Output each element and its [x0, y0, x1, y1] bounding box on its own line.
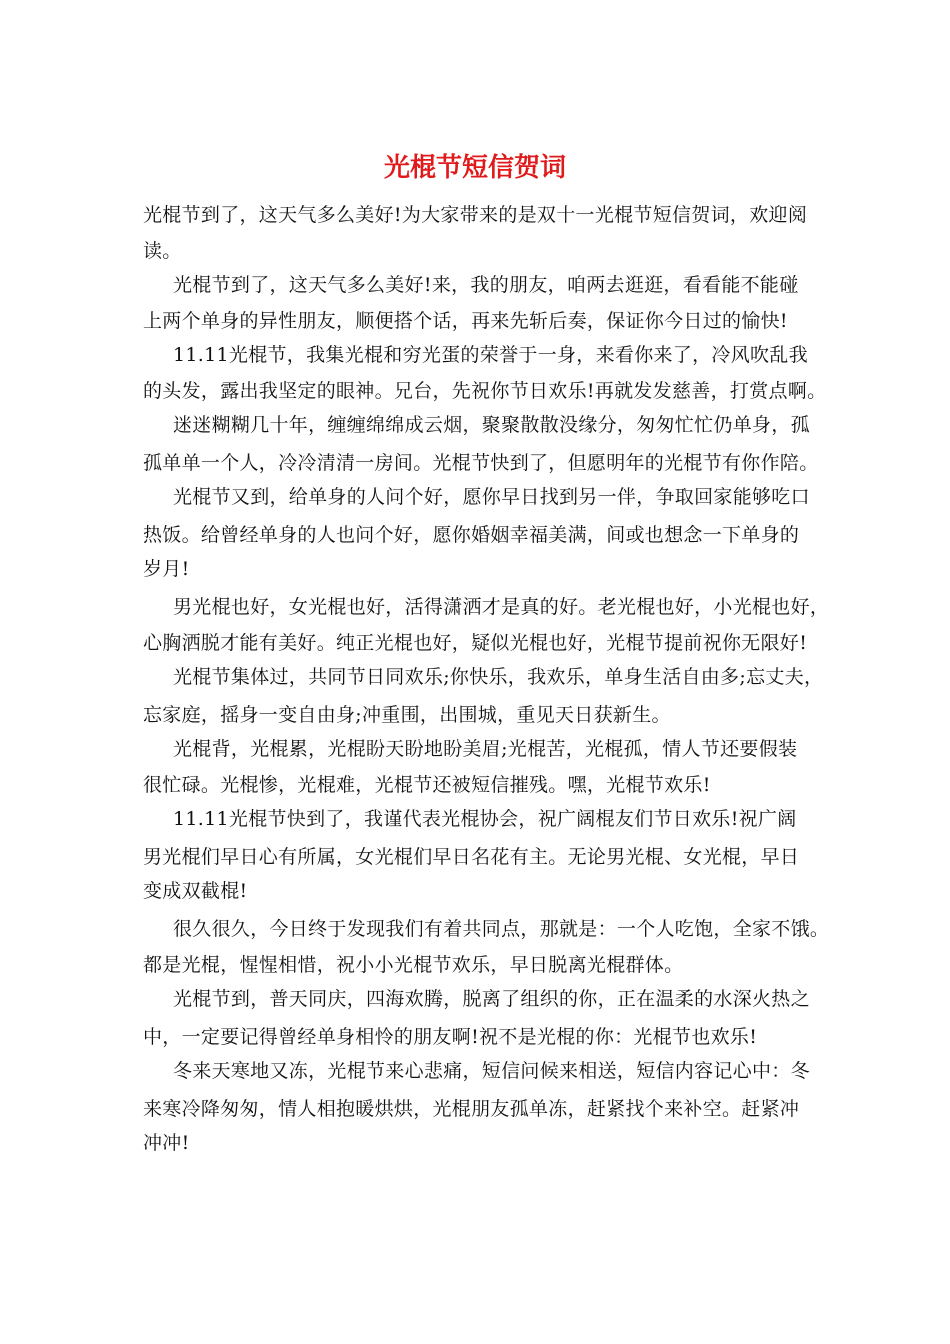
paragraph-line: 的头发，露出我坚定的眼神。兄台，先祝你节日欢乐!再就发发慈善，打赏点啊。: [143, 380, 827, 402]
paragraph-line: 男光棍们早日心有所属，女光棍们早日名花有主。无论男光棍、女光棍，早日: [143, 846, 800, 868]
paragraph-line: 读。: [143, 240, 182, 262]
paragraph-line: 冬来天寒地又冻，光棍节来心悲痛，短信问候来相送，短信内容记心中：冬: [173, 1060, 810, 1082]
paragraph-line: 男光棍也好，女光棍也好，活得潇洒才是真的好。老光棍也好，小光棍也好，: [173, 596, 830, 618]
document-title: 光棍节短信贺词: [383, 153, 566, 183]
paragraph-line: 很忙碌。光棍惨，光棍难，光棍节还被短信摧残。嘿，光棍节欢乐!: [143, 774, 711, 796]
paragraph-line: 11.11光棍节，我集光棍和穷光蛋的荣誉于一身，来看你来了，冷风吹乱我: [173, 344, 808, 366]
paragraph-line: 中，一定要记得曾经单身相怜的朋友啊!祝不是光棍的你：光棍节也欢乐!: [143, 1026, 758, 1048]
paragraph-line: 光棍背，光棍累，光棍盼天盼地盼美眉;光棍苦，光棍孤，情人节还要假装: [173, 738, 798, 760]
paragraph-line: 变成双截棍!: [143, 880, 248, 902]
paragraph-line: 孤单单一个人，冷冷清清一房间。光棍节快到了，但愿明年的光棍节有你作陪。: [143, 452, 819, 474]
paragraph-line: 光棍节集体过，共同节日同欢乐;你快乐，我欢乐，单身生活自由多;忘丈夫，: [173, 666, 824, 688]
paragraph-line: 热饭。给曾经单身的人也问个好，愿你婚姻幸福美满，间或也想念一下单身的: [143, 524, 800, 546]
paragraph-line: 来寒冷降匆匆，情人相抱暖烘烘，光棍朋友孤单冻，赶紧找个来补空。赶紧冲: [143, 1098, 800, 1120]
paragraph-line: 光棍节到了，这天气多么美好!来，我的朋友，咱两去逛逛，看看能不能碰: [173, 274, 799, 296]
paragraph-line: 很久很久，今日终于发现我们有着共同点，那就是：一个人吃饱，全家不饿。: [173, 918, 830, 940]
paragraph-line: 忘家庭，摇身一变自由身;冲重围，出围城，重见天日获新生。: [143, 704, 671, 726]
paragraph-line: 11.11光棍节快到了，我谨代表光棍协会，祝广阔棍友们节日欢乐!祝广阔: [173, 808, 797, 830]
paragraph-line: 冲冲!: [143, 1132, 190, 1154]
paragraph-line: 心胸洒脱才能有美好。纯正光棍也好，疑似光棍也好，光棍节提前祝你无限好!: [143, 632, 808, 654]
paragraph-line: 光棍节到了，这天气多么美好!为大家带来的是双十一光棍节短信贺词，欢迎阅: [143, 204, 808, 226]
paragraph-line: 光棍节又到，给单身的人问个好，愿你早日找到另一伴，争取回家能够吃口: [173, 486, 810, 508]
paragraph-line: 岁月!: [143, 558, 190, 580]
paragraph-line: 上两个单身的异性朋友，顺便搭个话，再来先斩后奏，保证你今日过的愉快!: [143, 310, 788, 332]
paragraph-line: 都是光棍，惺惺相惜，祝小小光棍节欢乐，早日脱离光棍群体。: [143, 954, 684, 976]
paragraph-line: 迷迷糊糊几十年，缠缠绵绵成云烟，聚聚散散没缘分，匆匆忙忙仍单身，孤: [173, 414, 810, 436]
paragraph-line: 光棍节到，普天同庆，四海欢腾，脱离了组织的你，正在温柔的水深火热之: [173, 988, 810, 1010]
